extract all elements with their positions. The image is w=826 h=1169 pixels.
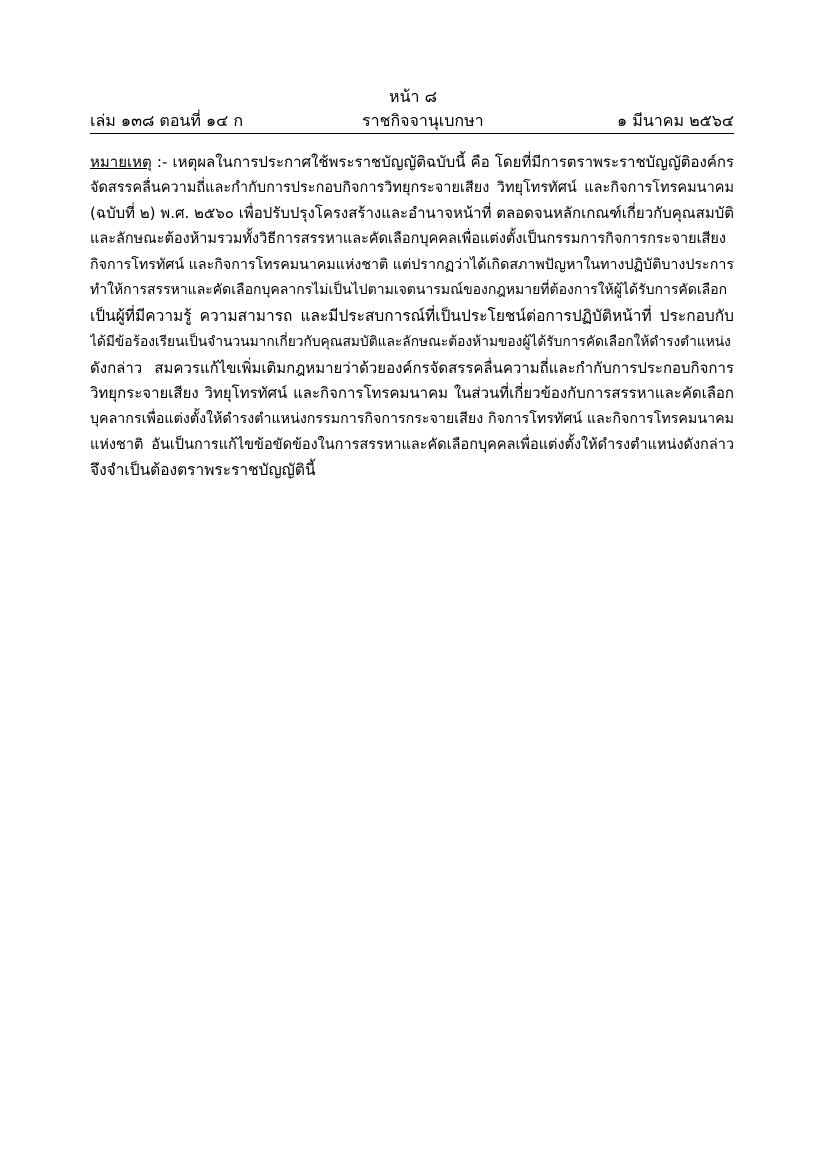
remark-line: จึงจำเป็นต้องตราพระราชบัญญัตินี้ xyxy=(90,461,316,480)
remark-line: บุคลากรเพื่อแต่งตั้งให้ดำรงตำแหน่งกรรมการกิจการกระจายเสียง กิจการโทรทัศน์ และกิจการโทรคมนาคม xyxy=(90,410,734,427)
remark-line: (ฉบับที่ ๒) พ.ศ. ๒๕๖๐ เพื่อปรับปรุงโครงสร้างและอำนาจหน้าที่ ตลอดจนหลักเกณฑ์เกี่ยวกับคุณสมบัติ xyxy=(90,204,734,223)
remark-line xyxy=(90,150,734,176)
remark-line: ทำให้การสรรหาและคัดเลือกบุคลากรไม่เป็นไปตามเจตนารมณ์ของกฎหมายที่ต้องการให้ผู้ได้รับการคัดเลือก xyxy=(90,282,728,299)
remark-text: เหตุผลในการประกาศใช้พระราชบัญญัติฉบับนี้ คือ โดยที่มีการตราพระราชบัญญัติองค์กร xyxy=(172,153,734,171)
remark-line: ได้มีข้อร้องเรียนเป็นจำนวนมากเกี่ยวกับคุณสมบัติและลักษณะต้องห้ามของผู้ได้รับการคัดเลือกให้ดำรงตำแหน่ง xyxy=(90,333,731,350)
remark-line: แห่งชาติ อันเป็นการแก้ไขข้อขัดข้องในการสรรหาและคัดเลือกบุคคลเพื่อแต่งตั้งให้ดำรงตำแหน่งดังกล่าว xyxy=(90,436,734,453)
page-number: หน้า ๘ xyxy=(389,87,437,106)
remark-section xyxy=(90,150,734,484)
header-divider xyxy=(90,133,734,134)
remark-line: และลักษณะต้องห้ามรวมทั้งวิธีการสรรหาและคัดเลือกบุคคลเพื่อแต่งตั้งเป็นกรรมการกิจการกระจายเสียง xyxy=(90,231,726,248)
remark-line: กิจการโทรทัศน์ และกิจการโทรคมนาคมแห่งชาติ แต่ปรากฏว่าได้เกิดสภาพปัญหาในทางปฏิบัติบางประการ xyxy=(90,256,734,273)
remark-line: จัดสรรคลื่นความถี่และกำกับการประกอบกิจการวิทยุกระจายเสียง วิทยุโทรทัศน์ และกิจการโทรคมนาคม xyxy=(90,179,734,196)
publication-date: ๑ มีนาคม ๒๕๖๔ xyxy=(617,111,734,130)
remark-line: ดังกล่าว สมควรแก้ไขเพิ่มเติมกฎหมายว่าด้วยองค์กรจัดสรรคลื่นความถี่และกำกับการประกอบกิจการ xyxy=(90,358,734,377)
remark-line: วิทยุกระจายเสียง วิทยุโทรทัศน์ และกิจการโทรคมนาคม ในส่วนที่เกี่ยวข้องกับการสรรหาและคัดเลือก xyxy=(90,384,734,403)
volume-issue: เล่ม ๑๓๘ ตอนที่ ๑๔ ก xyxy=(90,111,244,130)
remark-separator: :- xyxy=(151,153,173,171)
gazette-title: ราชกิจจานุเบกษา xyxy=(362,111,484,130)
remark-line: เป็นผู้ที่มีความรู้ ความสามารถ และมีประสบการณ์ที่เป็นประโยชน์ต่อการปฏิบัติหน้าที่ ประกอบกับ xyxy=(90,307,734,326)
remark-label: หมายเหตุ xyxy=(90,153,152,171)
gazette-header xyxy=(90,110,734,134)
